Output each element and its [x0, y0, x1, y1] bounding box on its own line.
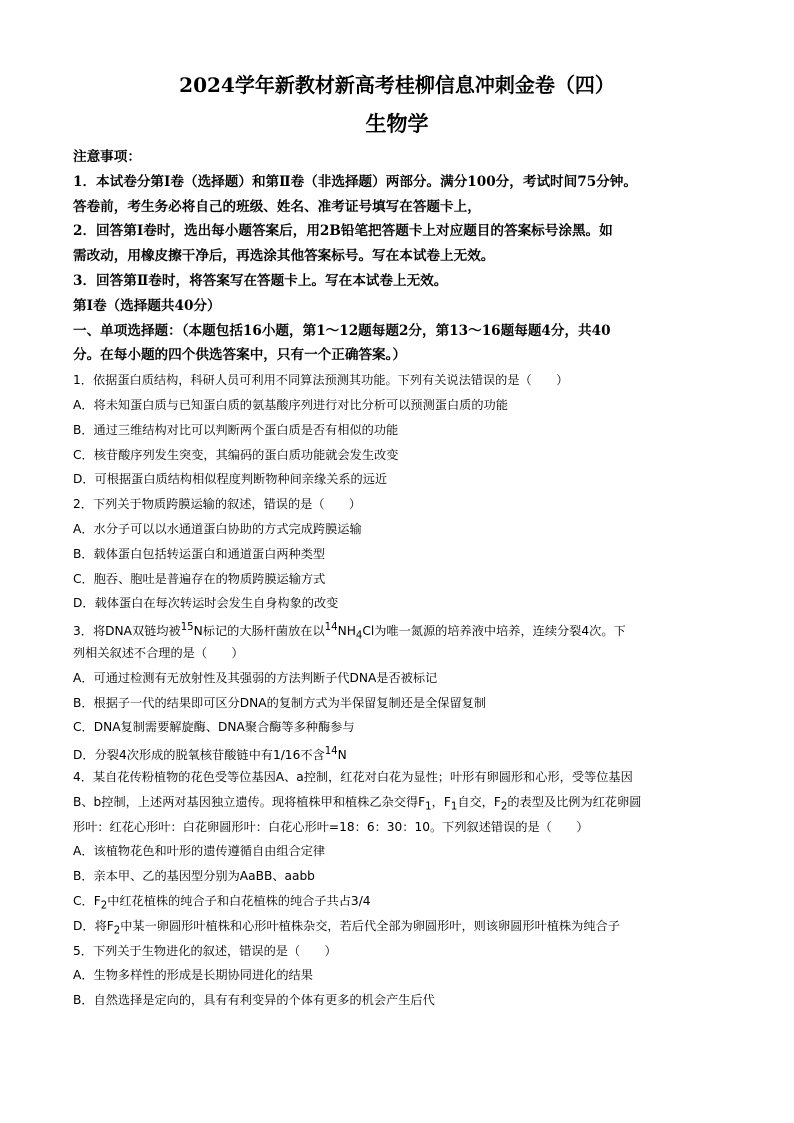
generation-subscript: 1: [425, 801, 432, 813]
option-a: A．水分子可以以水通道蛋白协助的方式完成跨膜运输: [73, 521, 362, 536]
exam-content: [73, 145, 723, 1013]
stem-text: ，F: [431, 794, 451, 809]
option-b: B．根据子一代的结果即可区分DNA的复制方式为半保留复制还是全保留复制: [73, 695, 487, 710]
option-c: [73, 889, 723, 914]
generation-subscript: 2: [113, 925, 121, 937]
question-1: [73, 368, 723, 492]
option-d: D．载体蛋白在每次转运时会发生自身构象的改变: [73, 596, 339, 611]
generation-subscript: 2: [500, 801, 508, 813]
question-4: [73, 765, 723, 939]
option-a: A．可通过检测有无放射性及其强弱的方法判断子代DNA是否被标记: [73, 670, 438, 685]
question-stem-continued: 列相关叙述不合理的是（ ）: [73, 645, 244, 660]
notice-heading: 注意事项：: [73, 149, 141, 165]
option-b: B．载体蛋白包括转运蛋白和通道蛋白两种类型: [73, 546, 326, 561]
option-a: A．该植物花色和叶形的遗传遵循自由组合定律: [73, 844, 326, 859]
option-text: D．将F: [73, 918, 114, 933]
question-2: [73, 492, 723, 616]
isotope-superscript: 14: [324, 622, 338, 634]
subject-title: 生物学: [365, 111, 429, 136]
question-stem: 5．下列关于生物进化的叙述，错误的是（ ）: [73, 943, 337, 958]
question-stem: 1．依据蛋白质结构，科研人员可利用不同算法预测其功能。下列有关说法错误的是（ ）: [73, 373, 569, 388]
option-d: [73, 740, 723, 765]
generation-subscript: 1: [450, 801, 458, 813]
exam-title: 2024学年新教材新高考桂柳信息冲刺金卷（四）: [179, 73, 615, 97]
notice-section: [73, 145, 723, 294]
section-header: [73, 294, 723, 368]
option-text: 中某一卵圆形叶植株和心形叶植株杂交，若后代全部为卵圆形叶，则该卵圆形叶植株为纯合子: [120, 918, 620, 933]
option-b: B．通过三维结构对比可以判断两个蛋白质是否有相似的功能: [73, 422, 399, 437]
notice-item: 3．回答第Ⅱ卷时，将答案写在答题卡上。写在本试卷上无效。: [73, 272, 448, 289]
option-b: B．亲本甲、乙的基因型分别为AaBB、aabb: [73, 869, 315, 884]
generation-subscript: 2: [100, 900, 108, 912]
option-c: C．DNA复制需要解旋酶、DNA聚合酶等多种酶参与: [73, 720, 355, 735]
option-b: B．自然选择是定向的，具有有利变异的个体有更多的机会产生后代: [73, 993, 435, 1008]
isotope-superscript: 14: [324, 746, 338, 758]
notice-item: 1．本试卷分第Ⅰ卷（选择题）和第Ⅱ卷（非选择题）两部分。满分100分，考试时间75分钟。: [73, 173, 637, 190]
stem-text: NH: [337, 624, 356, 639]
option-text: D．分裂4次形成的脱氧核苷酸链中有1/16不含: [73, 748, 325, 763]
notice-item: 2．回答第Ⅰ卷时，选出每小题答案后，用2B铅笔把答题卡上对应题目的答案标号涂黑。如: [73, 223, 613, 240]
formula-subscript: 4: [355, 630, 363, 642]
option-c: C．胞吞、胞吐是普遍存在的物质跨膜运输方式: [73, 571, 326, 586]
section-title: 第Ⅰ卷（选择题共40分）: [73, 297, 221, 314]
option-d: D．可根据蛋白质结构相似程度判断物种间亲缘关系的远近: [73, 472, 388, 487]
option-text: 中红花植株的纯合子和白花植株的纯合子共占3/4: [107, 893, 371, 908]
stem-text: 的表型及比例为红花卵圆: [507, 794, 642, 809]
stem-text: Cl为唯一氮源的培养液中培养，连续分裂4次。下: [362, 624, 626, 639]
question-3: [73, 616, 723, 765]
stem-text: 3．将DNA双链均被: [73, 624, 181, 639]
option-d: [73, 914, 723, 939]
stem-text: B、b控制，上述两对基因独立遗传。现将植株甲和植株乙杂交得F: [73, 794, 426, 809]
section-instruction: 分。在每小题的四个供选答案中，只有一个正确答案。）: [73, 347, 407, 364]
isotope-superscript: 15: [180, 622, 194, 634]
question-stem: 2．下列关于物质跨膜运输的叙述，错误的是（ ）: [73, 497, 362, 512]
option-a: A．生物多样性的形成是长期协同进化的结果: [73, 968, 313, 983]
notice-item: 答卷前，考生务必将自己的班级、姓名、准考证号填写在答题卡上，: [73, 198, 481, 215]
question-stem: 4．某自花传粉植物的花色受等位基因A、a控制，红花对白花为显性；叶形有卵圆形和心形，受等位基因: [73, 769, 633, 784]
notice-item: 需改动，用橡皮擦干净后，再选涂其他答案标号。写在本试卷上无效。: [73, 248, 495, 265]
question-stem-continued: 形叶：红花心形叶：白花卵圆形叶：白花心形叶=18：6：30：10。下列叙述错误的是（ ）: [73, 819, 589, 834]
option-text: N: [337, 748, 347, 763]
option-c: C．核苷酸序列发生突变，其编码的蛋白质功能就会发生改变: [73, 447, 399, 462]
question-stem-continued: [73, 790, 723, 815]
stem-text: N标记的大肠杆菌放在以: [193, 624, 325, 639]
question-stem: [73, 616, 723, 641]
option-text: C．F: [73, 893, 101, 908]
stem-text: 自交，F: [457, 794, 501, 809]
question-5: [73, 939, 723, 1013]
section-instruction: 一、单项选择题：（本题包括16小题，第1～12题每题2分，第13～16题每题4分，共40: [73, 322, 611, 339]
option-a: A．将未知蛋白质与已知蛋白质的氨基酸序列进行对比分析可以预测蛋白质的功能: [73, 397, 508, 412]
